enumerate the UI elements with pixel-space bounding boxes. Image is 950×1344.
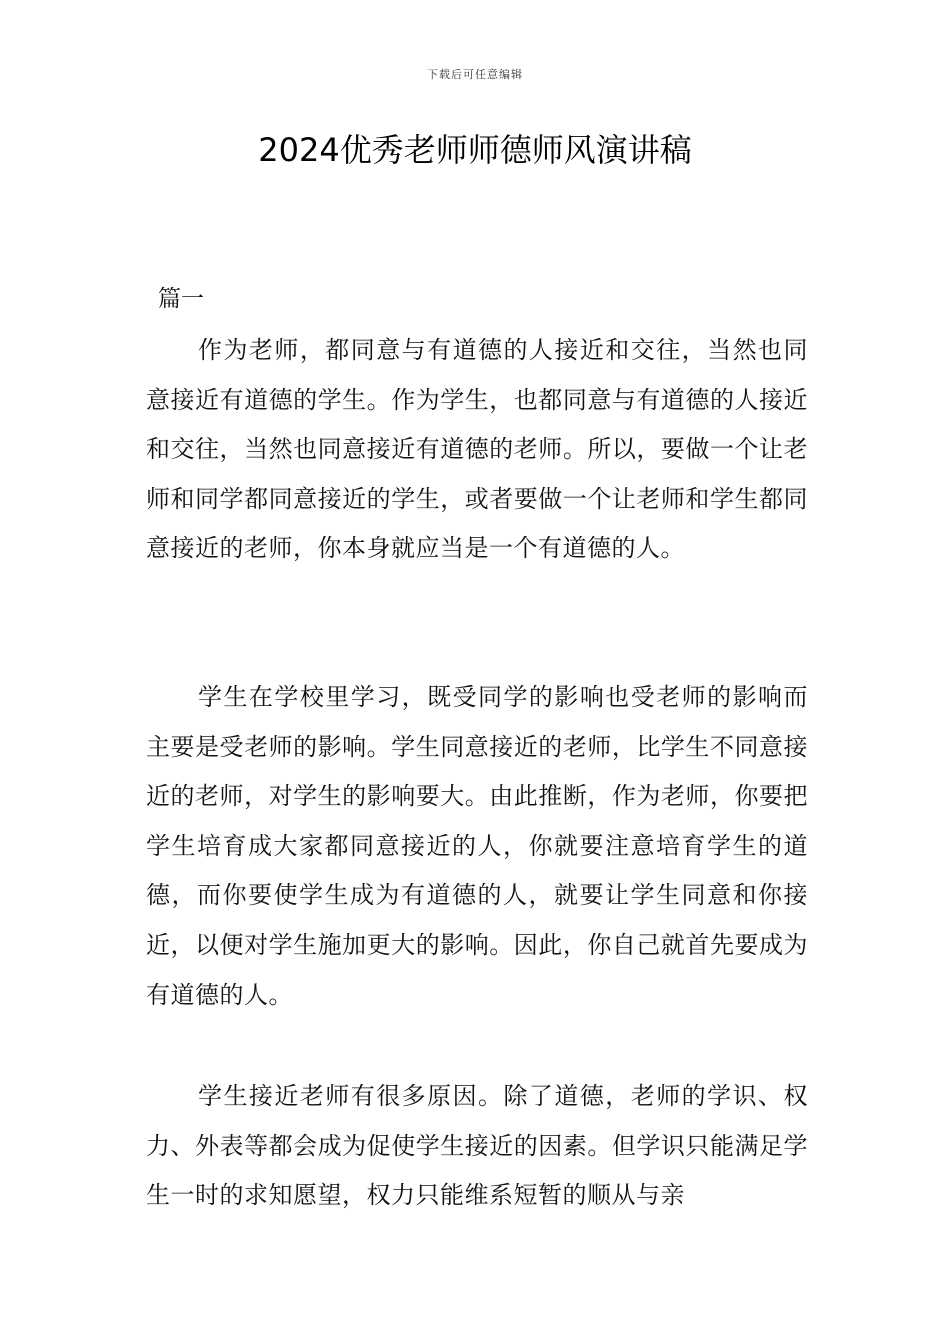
header-note: 下载后可任意编辑: [427, 68, 523, 81]
paragraph-2: 学生在学校里学习，既受同学的影响也受老师的影响而主要是受老师的影响。学生同意接近的老师，比学生不同意接近的老师，对学生的影响要大。由此推断，作为老师，你要把学生培育成大家都同意接近的人，你就要注意培育学生的道德，而你要使学生成为有道德的人，就要让学生同意和你接近，以便对学生施加更大的影响。因此，你自己就首先要成为有道德的人。: [146, 683, 808, 1009]
section-label: 篇一: [158, 286, 204, 312]
paragraph-1: 作为老师，都同意与有道德的人接近和交往，当然也同意接近有道德的学生。作为学生，也都同意与有道德的人接近和交往，当然也同意接近有道德的老师。所以，要做一个让老师和同学都同意接近的学生，或者要做一个让老师和学生都同意接近的老师，你本身就应当是一个有道德的人。: [146, 336, 808, 563]
document-title: 2024优秀老师师德师风演讲稿: [258, 131, 692, 169]
paragraph-3: 学生接近老师有很多原因。除了道德，老师的学识、权力、外表等都会成为促使学生接近的因素。但学识只能满足学生一时的求知愿望，权力只能维系短暂的顺从与亲: [146, 1082, 808, 1210]
